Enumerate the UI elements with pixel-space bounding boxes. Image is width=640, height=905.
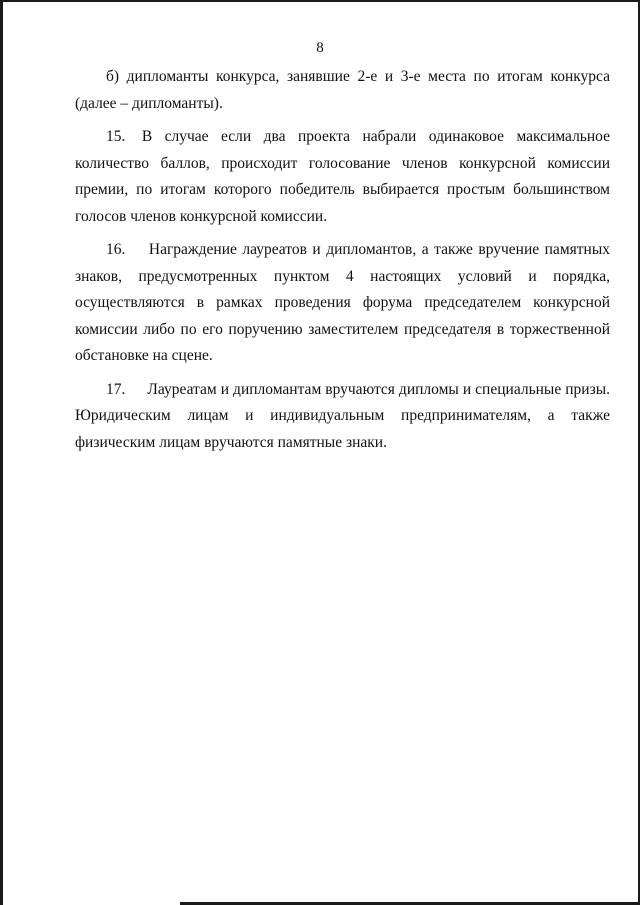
paragraph-number: 15. bbox=[106, 128, 126, 145]
paragraph-17 bbox=[75, 377, 610, 457]
paragraph-number: 16. bbox=[106, 241, 126, 258]
paragraph-text: б) дипломанты конкурса, занявшие 2-е и 3-е места по итогам конкурса (далее – дипломанты). bbox=[75, 68, 610, 112]
paragraph-text: Награждение лауреатов и дипломантов, а также вручение памятных знаков, предусмотренных пунктом 4 настоящих условий и порядка, осуществляются в рамках проведения форума председателем конкурсной комиссии либо по его поручению заместителем председателя в торжественной обстановке на сцене. bbox=[75, 241, 610, 364]
document-body bbox=[75, 64, 610, 463]
paragraph-text: В случае если два проекта набрали одинаковое максимальное количество баллов, происходит голосование членов конкурсной комиссии премии, по итогам которого победитель выбирается простым большинством голосов членов конкурсной комиссии. bbox=[75, 128, 610, 225]
page-number: 8 bbox=[316, 40, 324, 56]
paragraph-15 bbox=[75, 124, 610, 230]
paragraph-text: Лауреатам и дипломантам вручаются дипломы и специальные призы. Юридическим лицам и индивидуальным предпринимателям, а также физическим лицам вручаются памятные знаки. bbox=[75, 380, 611, 451]
paragraph-14b bbox=[75, 64, 610, 117]
paragraph-16 bbox=[75, 237, 610, 370]
paragraph-number: 17. bbox=[106, 380, 126, 398]
